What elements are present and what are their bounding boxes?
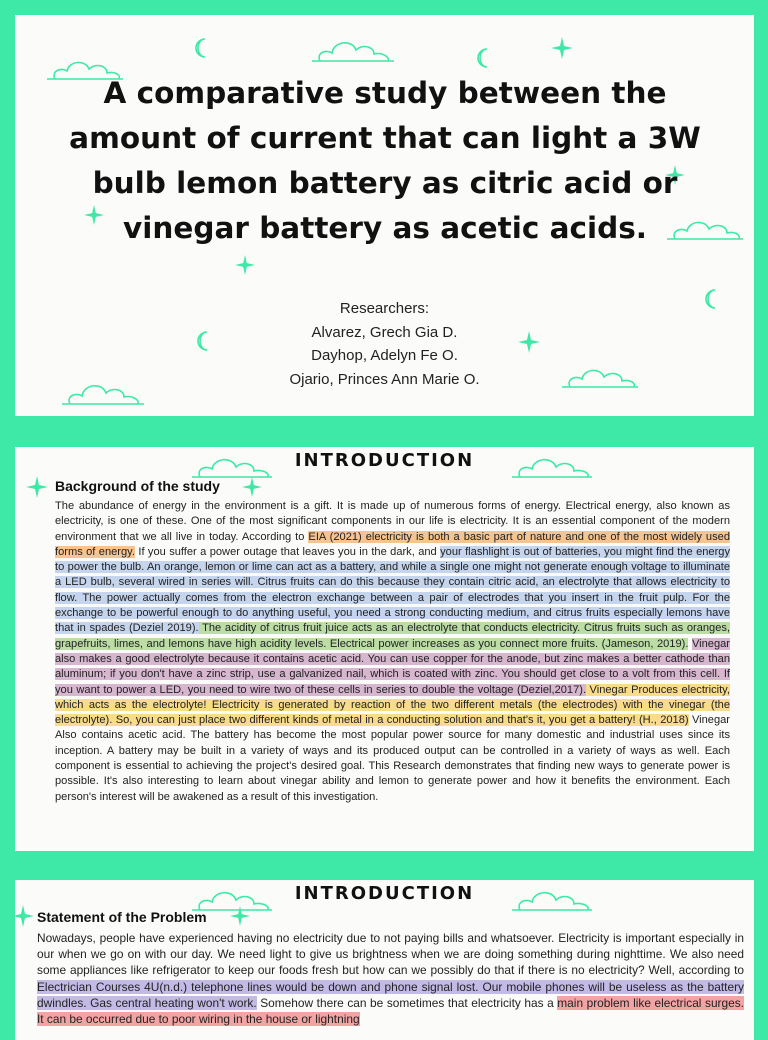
sparkle-icon [242, 477, 262, 497]
section-subheading: Statement of the Problem [37, 909, 207, 925]
section-heading: INTRODUCTION [294, 883, 475, 904]
page-title: A comparative study between the amount of current that can light a 3W bulb lemon battery as citric acid or vinegar battery as acetic acids. [69, 76, 701, 245]
section-heading: INTRODUCTION [294, 450, 475, 471]
highlighted-citation: EIA (2021) electricity is both a basic part of nature and one of the most widely used forms of energy. [55, 530, 730, 558]
text-segment: The abundance of energy in the environment is a gift. It is made up of numerous forms of energy. Electrical energy, also known as electricity, is one of these. One of the most significant components in our life is electricity. It is an essential component of the modern environment that we all live in today. According to [55, 500, 730, 543]
problem-paragraph [37, 930, 744, 1027]
researchers-block [15, 297, 754, 391]
text-segment: Nowadays, people have experienced having no electricity due to not paying bills and whatsoever. Electricity is important especially in our when we go on with our day. We need light to give us brightness when we are doing something during nighttime. We also need some appliances like refrigerator to keep our foods fresh but how can we possibly do that if there is no electricity? Well, according to [37, 931, 744, 978]
sparkle-icon [26, 476, 48, 498]
cloud-icon [310, 35, 396, 63]
researcher-name: Dayhop, Adelyn Fe O. [311, 347, 458, 364]
problem-slide [15, 880, 754, 1040]
sparkle-icon [551, 37, 573, 59]
highlighted-citation: The acidity of citrus fruit juice acts as an electrolyte that conducts electricity. Citrus fruits such as oranges, grapefruits, limes, and lemons have high acidity levels. Electrical power increases as you connect more fruits. (Jameson, 2019). [55, 622, 731, 650]
introduction-slide [15, 447, 754, 851]
researchers-label: Researchers: [339, 300, 430, 317]
cover-slide [15, 15, 754, 416]
highlighted-citation: Vinegar also makes a good electrolyte because it contains acetic acid. You can use copper for the anode, but zinc makes a better cathode than aluminum; if you don't have a zinc strip, use a galvanized nail, which is coated with zinc. You should get close to a volt from this cell. If you want to power a LED, you need to wire two of these cells in series to double the voltage (Deziel,2017). [55, 637, 730, 696]
researcher-name: Alvarez, Grech Gia D. [311, 323, 458, 341]
highlighted-citation: main problem like electrical surges. It can be occurred due to poor wiring in the house or lightning [37, 995, 744, 1027]
highlighted-citation: Electrician Courses 4U(n.d.) telephone lines would be down and phone signal lost. Our mobile phones will be useless as the battery dwindles. Gas central heating won't work. [37, 979, 744, 1010]
highlighted-citation: your flashlight is out of batteries, you might find the energy to power the bulb. An orange, lemon or lime can act as a battery, and while a single one might not generate enough voltage to illuminate a LED bulb, several wired in series will. Citrus fruits can do this because they contain citric acid, an electrolyte that allows electricity to flow. The power actually comes from the electron exchange between a pair of electrodes that you insert in the fruit pulp. For the exchange to be powerful enough to do anything useful, you need a strong conducting medium, and citrus fruits especially lemons have that in spades (Deziel 2019). [55, 545, 731, 635]
highlighted-citation: Vinegar Produces electricity, which acts as the electrolyte! Electricity is generated by reaction of the two different metals (the electrodes) with the vinegar (the electrolyte). So, you can just place two different kinds of metal in a conducting solution and that's it, you get a battery! (H., 2018) [55, 683, 730, 727]
sparkle-icon [15, 905, 34, 927]
section-subheading: Background of the study [55, 478, 220, 494]
moon-icon [193, 37, 209, 59]
background-paragraph [55, 499, 730, 805]
text-segment: Vinegar Also contains acetic acid. The battery has become the most popular power source for many domestic and industrial uses since its inception. A battery may be built in a variety of ways and its produced output can be controlled in a variety of ways as well. Each component is essential to achieving the project's desired goal. This Research demonstrates that finding new ways to generate power is possible. It's also interesting to learn about vinegar ability and lemon to generate power and how it benefits the environment. Each person's interest will be awakened as a result of this investigation. [55, 714, 731, 803]
moon-icon [475, 47, 491, 69]
text-segment: If you suffer a power outage that leaves you in the dark, and [134, 545, 441, 558]
researcher-name: Ojario, Princes Ann Marie O. [289, 370, 480, 388]
text-segment: Somehow there can be sometimes that electricity has a [256, 995, 558, 1010]
sparkle-icon [230, 906, 250, 926]
sparkle-icon [235, 255, 255, 275]
